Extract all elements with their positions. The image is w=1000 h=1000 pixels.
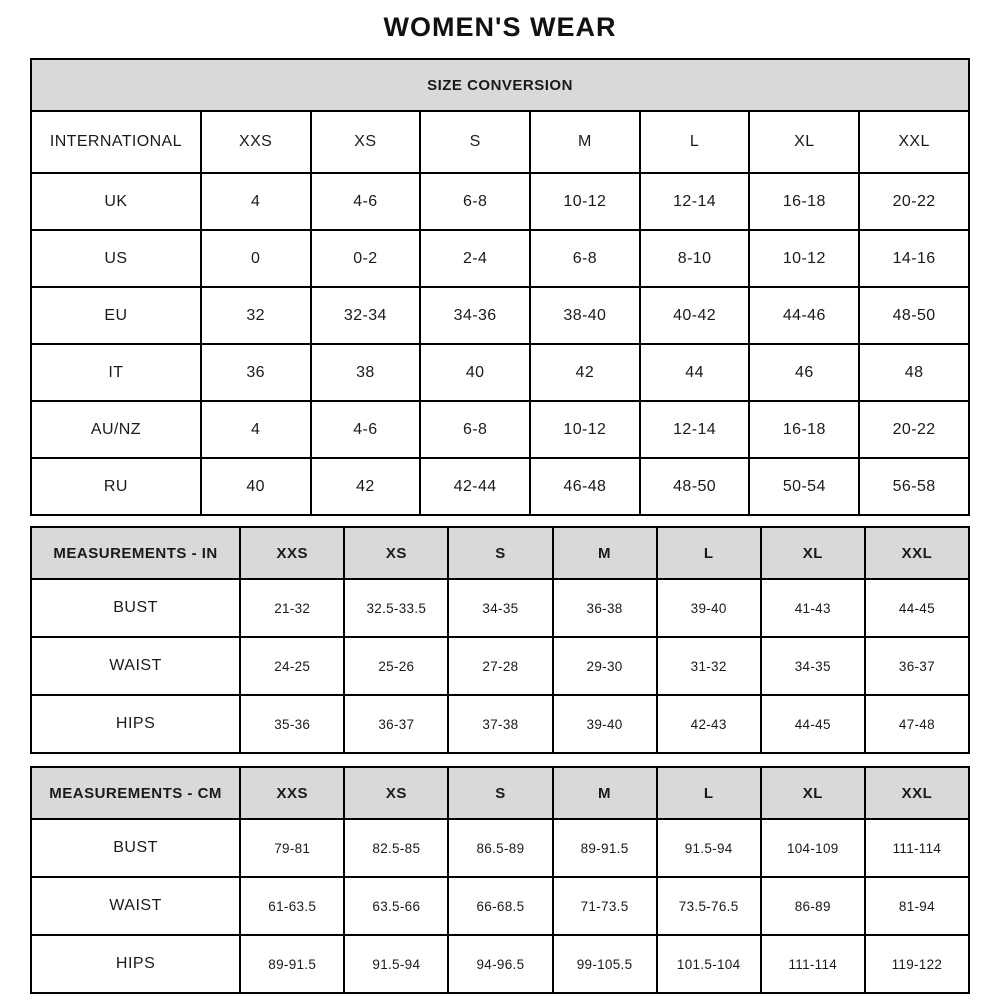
measurement-label: BUST — [31, 579, 240, 637]
column-header-size: XS — [311, 111, 421, 173]
size-value-cell: 46-48 — [530, 458, 640, 515]
size-value-cell: 48 — [859, 344, 969, 401]
measurement-value-cell: 73.5-76.5 — [657, 877, 761, 935]
measurement-value-cell: 36-38 — [553, 579, 657, 637]
size-value-cell: 16-18 — [749, 401, 859, 458]
size-value-cell: 42 — [311, 458, 421, 515]
measurement-value-cell: 111-114 — [865, 819, 969, 877]
measurement-value-cell: 119-122 — [865, 935, 969, 993]
size-value-cell: 36 — [201, 344, 311, 401]
size-value-cell: 12-14 — [640, 401, 750, 458]
size-value-cell: 46 — [749, 344, 859, 401]
size-value-cell: 0-2 — [311, 230, 421, 287]
measurements-in-row — [31, 579, 969, 637]
size-value-cell: 12-14 — [640, 173, 750, 230]
measurement-value-cell: 91.5-94 — [657, 819, 761, 877]
column-header-size: L — [640, 111, 750, 173]
measurement-value-cell: 39-40 — [553, 695, 657, 753]
size-value-cell: 14-16 — [859, 230, 969, 287]
column-header-size: XXS — [240, 767, 344, 819]
measurement-value-cell: 66-68.5 — [448, 877, 552, 935]
column-header-size: XS — [344, 767, 448, 819]
measurement-value-cell: 44-45 — [761, 695, 865, 753]
column-header-size: M — [530, 111, 640, 173]
region-label: EU — [31, 287, 201, 344]
page-title: WOMEN'S WEAR — [383, 12, 617, 42]
measurement-label: BUST — [31, 819, 240, 877]
measurement-value-cell: 81-94 — [865, 877, 969, 935]
measurements-cm-header-row — [31, 767, 969, 819]
measurement-value-cell: 25-26 — [344, 637, 448, 695]
measurement-value-cell: 27-28 — [448, 637, 552, 695]
measurement-value-cell: 32.5-33.5 — [344, 579, 448, 637]
size-value-cell: 2-4 — [420, 230, 530, 287]
region-label: RU — [31, 458, 201, 515]
size-value-cell: 38 — [311, 344, 421, 401]
measurement-value-cell: 24-25 — [240, 637, 344, 695]
size-value-cell: 38-40 — [530, 287, 640, 344]
measurement-label: HIPS — [31, 935, 240, 993]
measurement-value-cell: 41-43 — [761, 579, 865, 637]
size-conversion-row — [31, 344, 969, 401]
size-value-cell: 48-50 — [859, 287, 969, 344]
column-header-size: M — [553, 767, 657, 819]
measurement-value-cell: 82.5-85 — [344, 819, 448, 877]
measurement-value-cell: 35-36 — [240, 695, 344, 753]
region-label: US — [31, 230, 201, 287]
measurement-value-cell: 37-38 — [448, 695, 552, 753]
size-value-cell: 44-46 — [749, 287, 859, 344]
measurement-value-cell: 63.5-66 — [344, 877, 448, 935]
size-value-cell: 4 — [201, 173, 311, 230]
size-value-cell: 34-36 — [420, 287, 530, 344]
size-conversion-row — [31, 287, 969, 344]
column-header-size: XS — [344, 527, 448, 579]
measurements-in-row — [31, 637, 969, 695]
size-value-cell: 50-54 — [749, 458, 859, 515]
size-value-cell: 6-8 — [420, 173, 530, 230]
measurement-value-cell: 89-91.5 — [553, 819, 657, 877]
measurements-in-title: MEASUREMENTS - IN — [31, 527, 240, 579]
measurements-cm-table — [30, 766, 970, 994]
measurement-value-cell: 36-37 — [865, 637, 969, 695]
column-header-size: XXL — [865, 767, 969, 819]
column-header-size: L — [657, 527, 761, 579]
size-value-cell: 48-50 — [640, 458, 750, 515]
measurement-value-cell: 104-109 — [761, 819, 865, 877]
column-header-size: M — [553, 527, 657, 579]
measurement-value-cell: 94-96.5 — [448, 935, 552, 993]
region-label: IT — [31, 344, 201, 401]
measurement-value-cell: 61-63.5 — [240, 877, 344, 935]
measurement-value-cell: 47-48 — [865, 695, 969, 753]
size-conversion-header-row — [31, 111, 969, 173]
column-header-size: XL — [761, 767, 865, 819]
measurement-label: HIPS — [31, 695, 240, 753]
size-value-cell: 4-6 — [311, 173, 421, 230]
measurement-value-cell: 101.5-104 — [657, 935, 761, 993]
size-value-cell: 4-6 — [311, 401, 421, 458]
measurement-value-cell: 79-81 — [240, 819, 344, 877]
size-value-cell: 40-42 — [640, 287, 750, 344]
measurement-value-cell: 39-40 — [657, 579, 761, 637]
column-header-size: XL — [761, 527, 865, 579]
size-value-cell: 42 — [530, 344, 640, 401]
measurements-cm-row — [31, 935, 969, 993]
size-value-cell: 32-34 — [311, 287, 421, 344]
size-value-cell: 42-44 — [420, 458, 530, 515]
measurement-label: WAIST — [31, 877, 240, 935]
size-value-cell: 20-22 — [859, 401, 969, 458]
size-value-cell: 16-18 — [749, 173, 859, 230]
size-value-cell: 6-8 — [420, 401, 530, 458]
size-value-cell: 0 — [201, 230, 311, 287]
column-header-international: INTERNATIONAL — [31, 111, 201, 173]
size-conversion-table — [30, 58, 970, 516]
column-header-size: XXL — [865, 527, 969, 579]
measurement-value-cell: 89-91.5 — [240, 935, 344, 993]
measurement-label: WAIST — [31, 637, 240, 695]
measurement-value-cell: 36-37 — [344, 695, 448, 753]
size-conversion-title-row — [31, 59, 969, 111]
measurement-value-cell: 99-105.5 — [553, 935, 657, 993]
measurement-value-cell: 86.5-89 — [448, 819, 552, 877]
measurement-value-cell: 34-35 — [448, 579, 552, 637]
measurement-value-cell: 71-73.5 — [553, 877, 657, 935]
measurement-value-cell: 44-45 — [865, 579, 969, 637]
measurements-cm-row — [31, 819, 969, 877]
column-header-size: XL — [749, 111, 859, 173]
measurements-cm-title: MEASUREMENTS - CM — [31, 767, 240, 819]
measurement-value-cell: 111-114 — [761, 935, 865, 993]
size-value-cell: 4 — [201, 401, 311, 458]
size-value-cell: 10-12 — [749, 230, 859, 287]
size-conversion-row — [31, 230, 969, 287]
size-chart-page — [30, 0, 970, 994]
measurements-cm-row — [31, 877, 969, 935]
size-value-cell: 6-8 — [530, 230, 640, 287]
size-value-cell: 10-12 — [530, 401, 640, 458]
column-header-size: S — [420, 111, 530, 173]
size-value-cell: 44 — [640, 344, 750, 401]
measurement-value-cell: 86-89 — [761, 877, 865, 935]
column-header-size: XXS — [240, 527, 344, 579]
measurements-in-row — [31, 695, 969, 753]
size-conversion-row — [31, 458, 969, 515]
measurement-value-cell: 91.5-94 — [344, 935, 448, 993]
size-value-cell: 8-10 — [640, 230, 750, 287]
size-conversion-title: SIZE CONVERSION — [31, 59, 969, 111]
measurement-value-cell: 21-32 — [240, 579, 344, 637]
measurements-in-table — [30, 526, 970, 754]
size-conversion-row — [31, 401, 969, 458]
size-value-cell: 10-12 — [530, 173, 640, 230]
size-value-cell: 56-58 — [859, 458, 969, 515]
size-value-cell: 20-22 — [859, 173, 969, 230]
region-label: AU/NZ — [31, 401, 201, 458]
size-value-cell: 40 — [201, 458, 311, 515]
column-header-size: XXS — [201, 111, 311, 173]
measurements-in-header-row — [31, 527, 969, 579]
region-label: UK — [31, 173, 201, 230]
column-header-size: S — [448, 527, 552, 579]
column-header-size: S — [448, 767, 552, 819]
size-value-cell: 40 — [420, 344, 530, 401]
measurement-value-cell: 34-35 — [761, 637, 865, 695]
size-value-cell: 32 — [201, 287, 311, 344]
measurement-value-cell: 29-30 — [553, 637, 657, 695]
column-header-size: XXL — [859, 111, 969, 173]
column-header-size: L — [657, 767, 761, 819]
measurement-value-cell: 31-32 — [657, 637, 761, 695]
measurement-value-cell: 42-43 — [657, 695, 761, 753]
size-conversion-row — [31, 173, 969, 230]
